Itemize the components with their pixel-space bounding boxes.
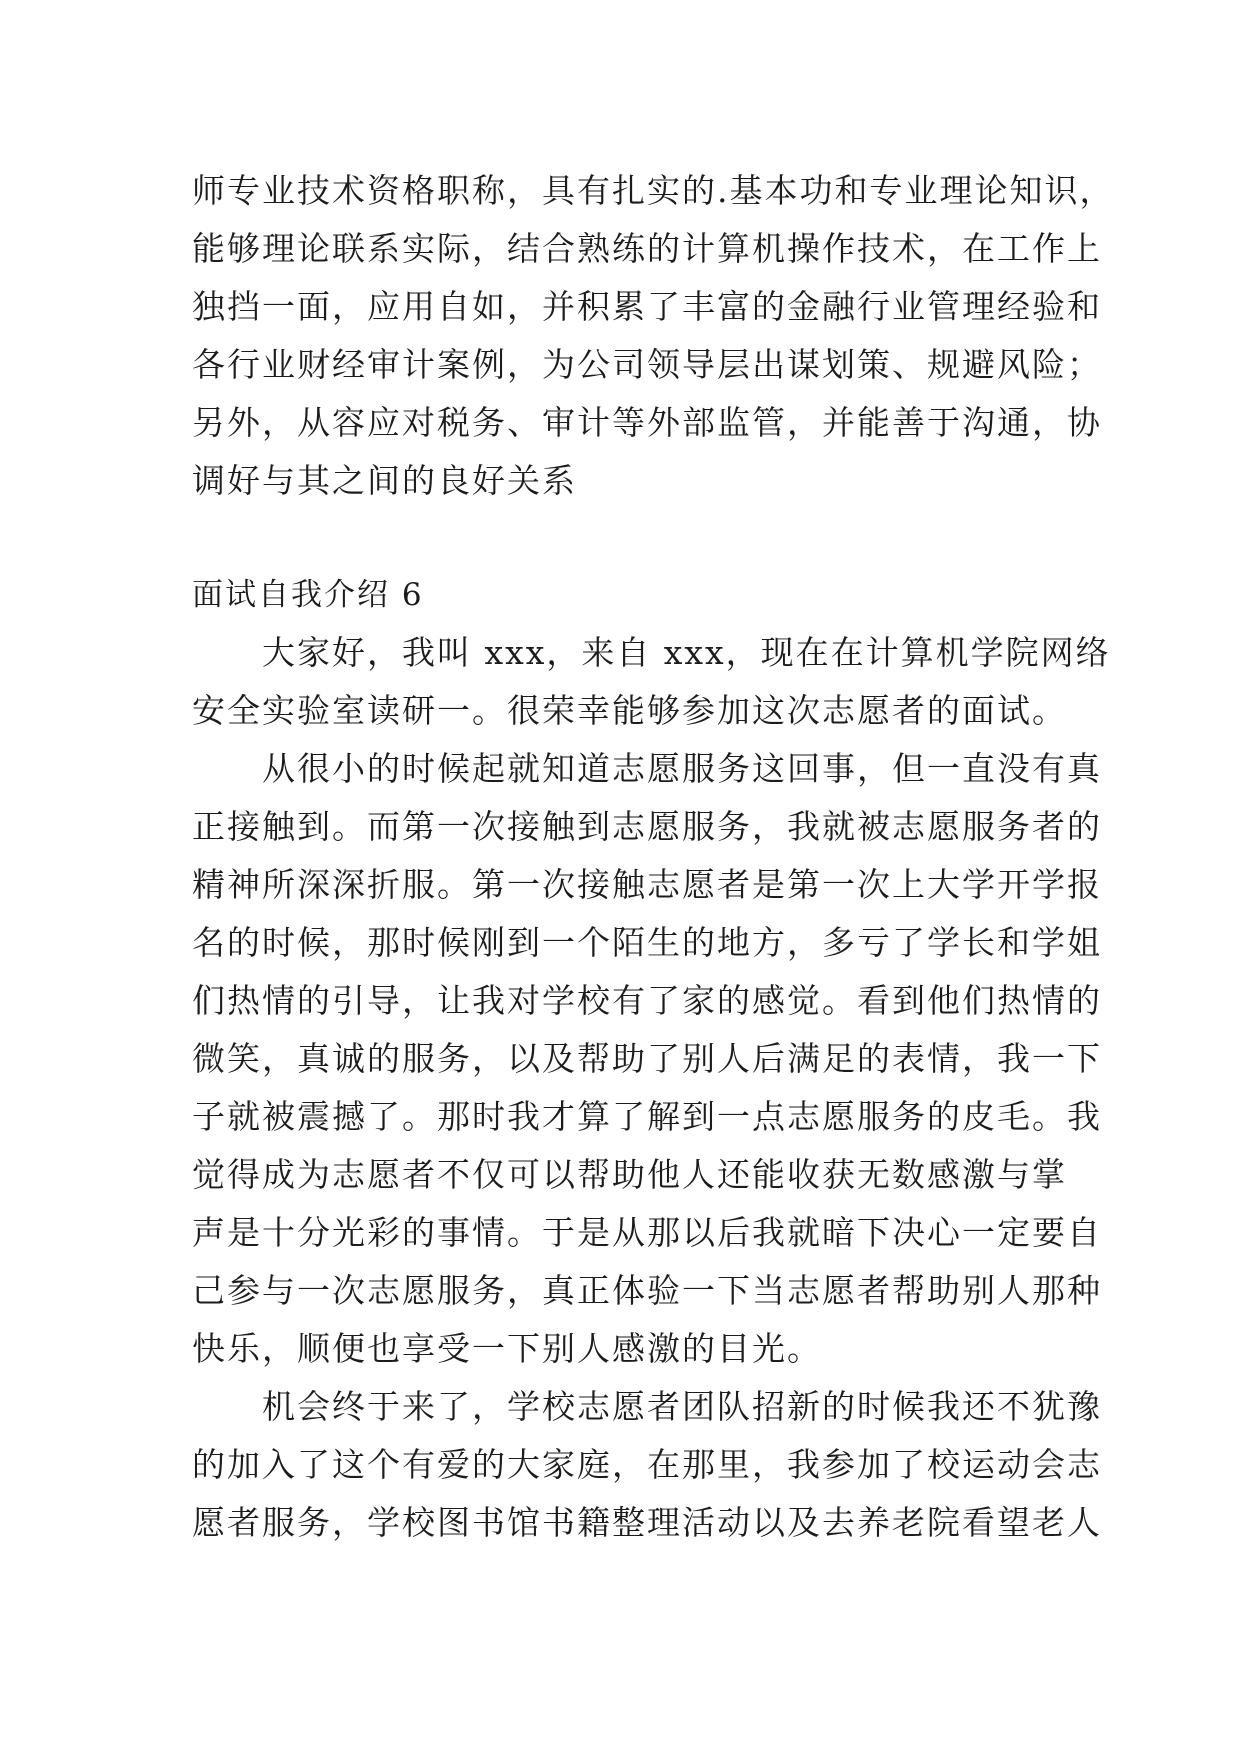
text-line: 子就被震撼了。那时我才算了解到一点志愿服务的皮毛。我: [192, 1097, 1102, 1136]
text-line: 愿者服务，学校图书馆书籍整理活动以及去养老院看望老人: [192, 1503, 1102, 1542]
text-line: 各行业财经审计案例，为公司领导层出谋划策、规避风险；: [192, 345, 1102, 384]
text-line: 觉得成为志愿者不仅可以帮助他人还能收获无数感激与掌: [192, 1155, 1067, 1194]
text-line: 正接触到。而第一次接触到志愿服务，我就被志愿服务者的: [192, 807, 1102, 846]
text-line: 安全实验室读研一。很荣幸能够参加这次志愿者的面试。: [192, 691, 1067, 730]
text-line: 精神所深深折服。第一次接触志愿者是第一次上大学开学报: [192, 865, 1102, 904]
text-line: 另外，从容应对税务、审计等外部监管，并能善于沟通，协: [192, 403, 1102, 442]
text-line: 调好与其之间的良好关系: [192, 461, 577, 500]
text-line: 声是十分光彩的事情。于是从那以后我就暗下决心一定要自: [192, 1213, 1102, 1252]
text-line: 独挡一面，应用自如，并积累了丰富的金融行业管理经验和: [192, 287, 1102, 326]
continuation-paragraph: [192, 162, 1115, 510]
text-line: 的加入了这个有爱的大家庭，在那里，我参加了校运动会志: [192, 1445, 1102, 1484]
section-body: [192, 624, 1111, 1552]
text-line: 微笑，真诚的服务，以及帮助了别人后满足的表情，我一下: [192, 1039, 1102, 1078]
text-line: 能够理论联系实际，结合熟练的计算机操作技术，在工作上: [192, 229, 1102, 268]
text-line: 师专业技术资格职称，具有扎实的.基本功和专业理论知识，: [192, 171, 1115, 210]
text-line: 快乐，顺便也享受一下别人感激的目光。: [192, 1329, 822, 1368]
text-line: 名的时候，那时候刚到一个陌生的地方，多亏了学长和学姐: [192, 923, 1102, 962]
text-line: 从很小的时候起就知道志愿服务这回事，但一直没有真: [192, 749, 1102, 788]
text-line: 大家好，我叫 xxx，来自 xxx，现在在计算机学院网络: [192, 633, 1111, 672]
text-line: 己参与一次志愿服务，真正体验一下当志愿者帮助别人那种: [192, 1271, 1102, 1310]
text-line: 机会终于来了，学校志愿者团队招新的时候我还不犹豫: [192, 1387, 1102, 1426]
section-heading: 面试自我介绍 6: [192, 577, 424, 613]
text-line: 们热情的引导，让我对学校有了家的感觉。看到他们热情的: [192, 981, 1102, 1020]
